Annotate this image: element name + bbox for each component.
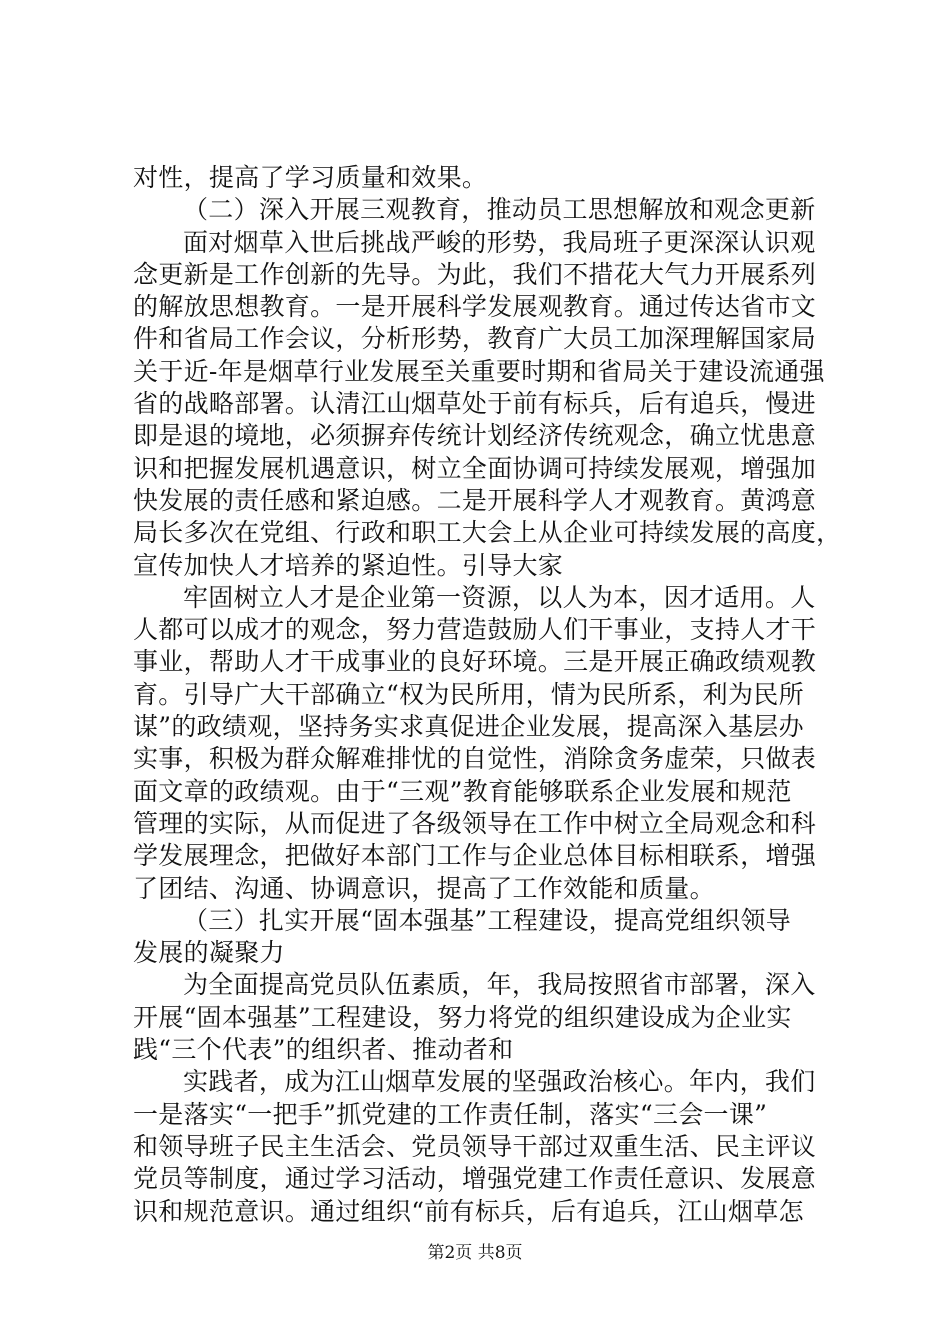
text-line: 宣传加快人才培养的紧迫性。引导大家 <box>133 550 564 580</box>
text-line: 牢固树立人才是企业第一资源，以人为本，因才适用。人 <box>183 582 816 612</box>
text-line: 学发展理念，把做好本部门工作与企业总体目标相联系，增强 <box>133 841 817 871</box>
text-line: 事业，帮助人才干成事业的良好环境。三是开展正确政绩观教 <box>133 647 817 677</box>
text-line: 人都可以成才的观念，努力营造鼓励人们干事业，支持人才干 <box>133 615 817 645</box>
text-line: 件和省局工作会议，分析形势，教育广大员工加深理解国家局 <box>133 324 817 354</box>
text-line: 识和规范意识。通过组织“前有标兵，后有追兵，江山烟草怎 <box>133 1196 804 1226</box>
text-line: 实事，积极为群众解难排忧的自觉性，消除贪务虚荣，只做表 <box>133 744 817 774</box>
text-line: 局长多次在党组、行政和职工大会上从企业可持续发展的高度， <box>133 518 842 548</box>
text-line: （三）扎实开展“固本强基”工程建设，提高党组织领导 <box>183 905 792 935</box>
text-line: 省的战略部署。认清江山烟草处于前有标兵，后有追兵，慢进 <box>133 389 817 419</box>
document-body <box>133 162 842 1228</box>
text-line: 了团结、沟通、协调意识，提高了工作效能和质量。 <box>133 873 715 903</box>
text-line: 谋”的政绩观，坚持务实求真促进企业发展，提高深入基层办 <box>133 712 804 742</box>
text-line: 的解放思想教育。一是开展科学发展观教育。通过传达省市文 <box>133 292 817 322</box>
text-line: 管理的实际，从而促进了各级领导在工作中树立全局观念和科 <box>133 808 817 838</box>
text-line: 识和把握发展机遇意识，树立全面协调可持续发展观，增强加 <box>133 453 817 483</box>
text-line: 一是落实“一把手”抓党建的工作责任制，落实“三会一课” <box>133 1099 768 1129</box>
text-line: 开展“固本强基”工程建设，努力将党的组织建设成为企业实 <box>133 1002 792 1032</box>
text-line: 实践者，成为江山烟草发展的坚强政治核心。年内，我们 <box>183 1067 816 1097</box>
text-line: 面文章的政绩观。由于“三观”教育能够联系企业发展和规范 <box>133 776 792 806</box>
text-line: 念更新是工作创新的先导。为此，我们不措花大气力开展系列 <box>133 259 817 289</box>
text-line: 为全面提高党员队伍素质，年，我局按照省市部署，深入 <box>183 970 816 1000</box>
text-line: （二）深入开展三观教育，推动员工思想解放和观念更新 <box>183 195 816 225</box>
text-line: 党员等制度，通过学习活动，增强党建工作责任意识、发展意 <box>133 1164 817 1194</box>
text-line: 快发展的责任感和紧迫感。二是开展科学人才观教育。黄鸿意 <box>133 485 817 515</box>
text-line: 对性，提高了学习质量和效果。 <box>133 163 488 192</box>
text-line: 践“三个代表”的组织者、推动者和 <box>133 1035 514 1065</box>
text-line: 面对烟草入世后挑战严峻的形势，我局班子更深深认识观 <box>183 227 816 257</box>
page-footer: 第2页 共8页 <box>427 1243 523 1263</box>
text-line: 关于近-年是烟草行业发展至关重要时期和省局关于建设流通强 <box>133 356 825 386</box>
text-line: 和领导班子民主生活会、党员领导干部过双重生活、民主评议 <box>133 1131 817 1161</box>
text-line: 发展的凝聚力 <box>133 938 285 968</box>
text-line: 育。引导广大干部确立“权为民所用，情为民所系，利为民所 <box>133 679 804 709</box>
text-line: 即是退的境地，必须摒弃传统计划经济传统观念，确立忧患意 <box>133 421 817 451</box>
